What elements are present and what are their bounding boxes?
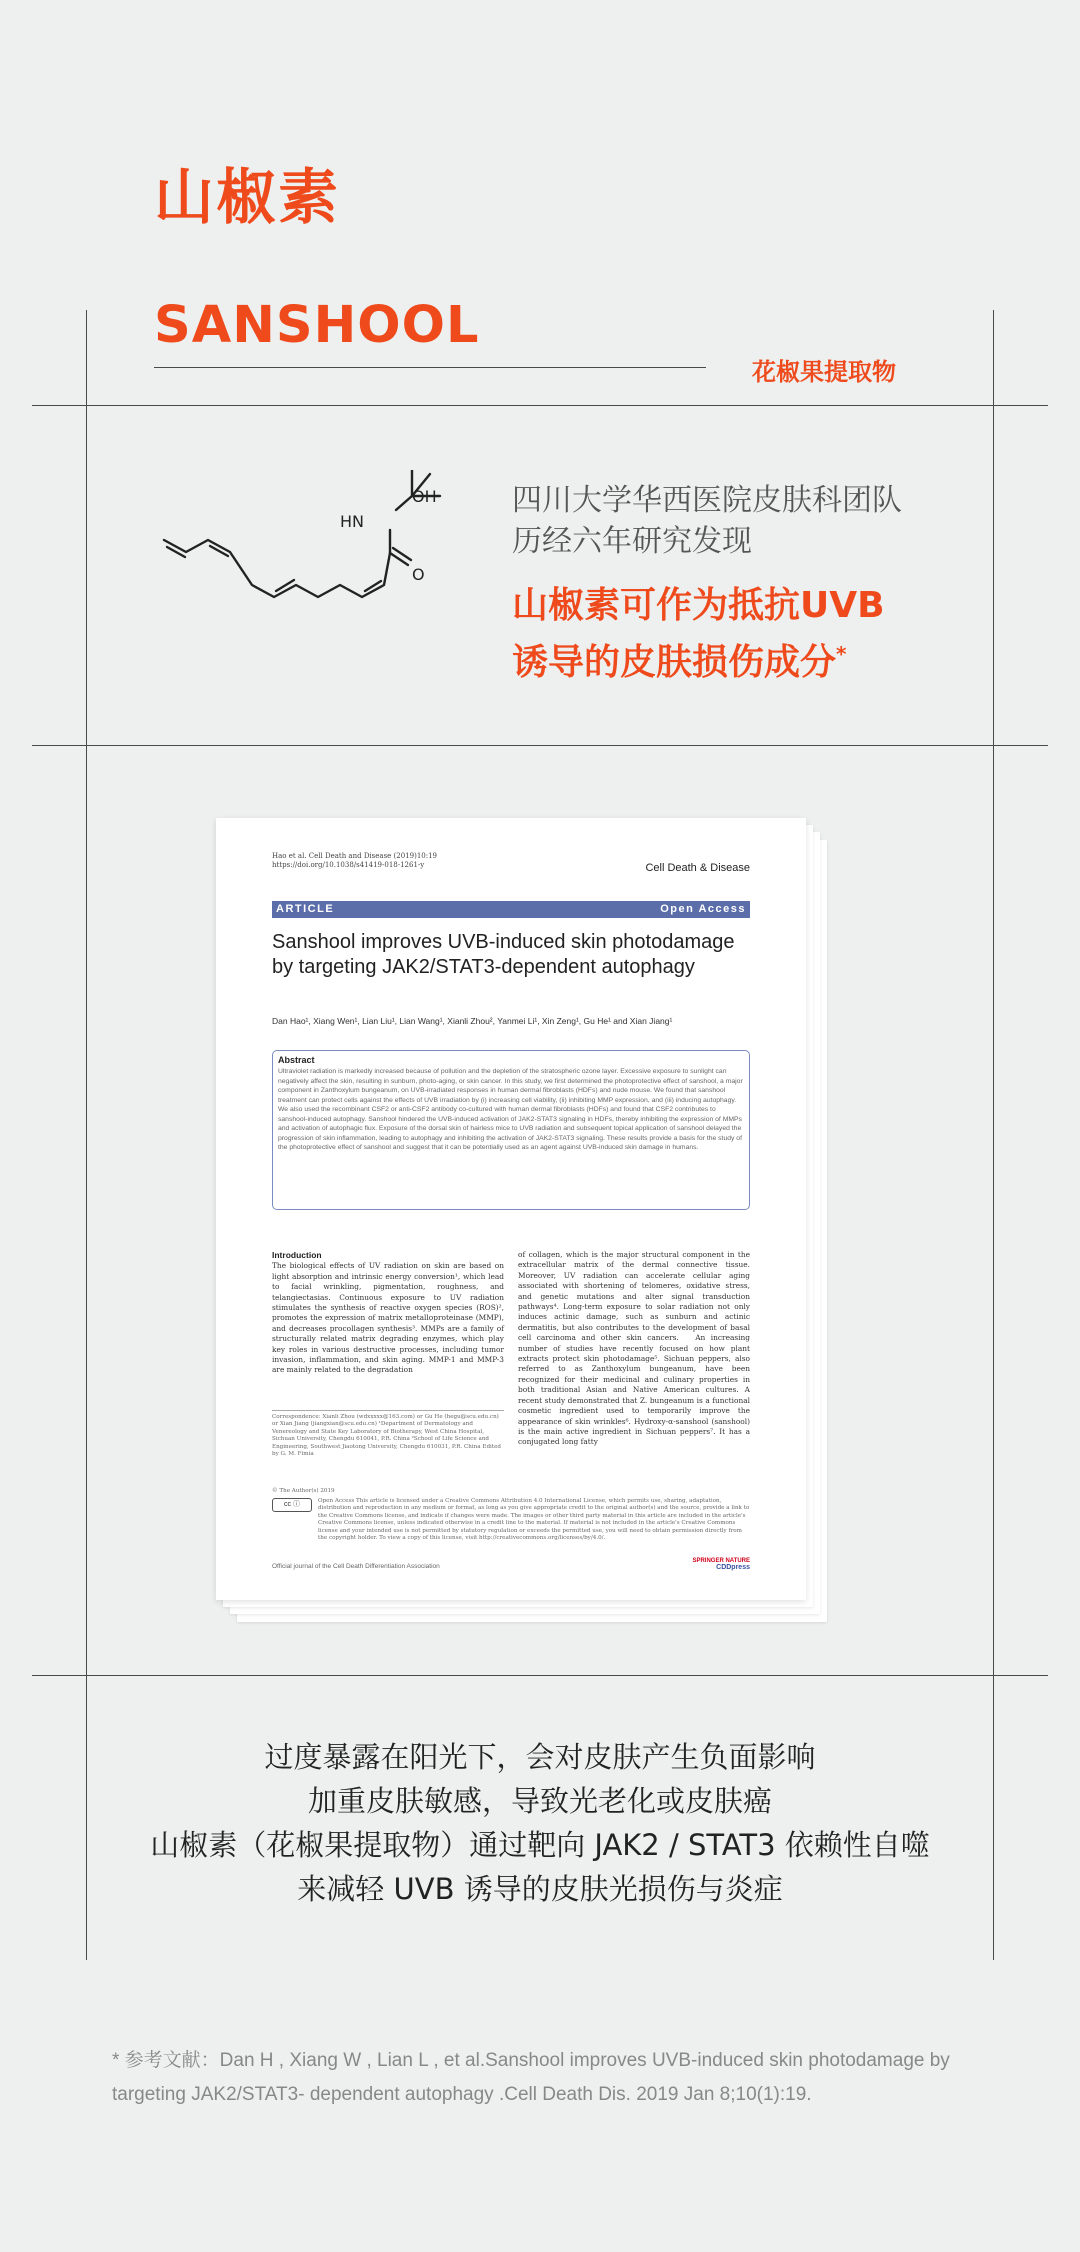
correspondence-note: Correspondence: Xianli Zhou (wdxxxxx@163.com) or Gu He (hegu@scu.edu.cn) or Xian Jiang (jiangxian@scu.edu.cn) ¹Department of Dermatology and Venereology and State Key Laboratory of Biotherapy, West China Hospital, Sichuan University, Chengdu 610041, P.R. China ²School of Life Science and Engineering, Southwest Jiaotong University, Chengdu 610031, P.R. China Edited by G. M. Fimia [272, 1414, 501, 1458]
open-access-license: Open Access This article is licensed under a Creative Commons Attribution 4.0 International License, which permits use, sharing, adaptation, distribution and reproduction in any medium or format, as long as you give appropriate credit to the original author(s) and the source, provide a link to the Creative Commons license, and indicate if changes were made. The images or other third party material in this article are included in the article's Creative Commons license, unless indicated otherwise in a credit line to the material. If material is not included in the article's Creative Commons license and your intended use is not permitted by statutory regulation or exceeds the permitted use, you will need to obtain permission directly from the copyright holder. To view a copy of this license, visit http://creativecommons.org/licenses/by/4.0/. [318, 1498, 750, 1542]
description-line-2: 加重皮肤敏感，导致光老化或皮肤癌 [307, 1784, 772, 1818]
description [0, 1735, 1080, 1911]
paper-column-left [272, 1250, 504, 1376]
abstract-text: Ultraviolet radiation is markedly increased because of pollution and the depletion of the stratospheric ozone layer. Excessive exposure to sunlight can negatively affect the skin, resulting in sunburn, photo-aging, or skin cancer. In this study, we first determined the photoprotective effect of sanshool, a major component in Zanthoxylum bungeanum, on UVB-irradiated responses in human dermal fibroblasts (HDFs) and nude mouse. We found that sanshool treatment can protect cells against the effects of UVB irradiation by (i) increasing cell viability, (ii) inhibiting MMP expression, and (iii) inducing autophagy. We also used the recombinant CSF2 or anti-CSF2 antibody co-cultured with human dermal fibroblasts (HDFs) and found that CSF2 contributes to sanshool-induced autophagy. Sanshool hindered the UVB-induced activation of JAK2-STAT3 signaling in HDFs, thereby inhibiting the expression of MMPs and activation of autophagic flux. Exposure of the dorsal skin of hairless mice to UVB radiation and subsequent topical application of sanshool delayed the progression of skin inflammation, leading to autophagy and inhibiting the activation of JAK2-STAT3 signaling. These results provide a basis for the study of the photoprotective effect of sanshool and suggest that it can be potentially used as an agent against UVB-induced skin damage in humans. [278, 1068, 743, 1151]
description-line-4: 来减轻 UVB 诱导的皮肤光损伤与炎症 [297, 1872, 783, 1906]
footnote-mark: * [836, 642, 847, 666]
headline-line-2: 诱导的皮肤损伤成分* [512, 642, 847, 683]
research-paper [216, 818, 806, 1600]
description-line-3: 山椒素（花椒果提取物）通过靶向 JAK2 / STAT3 依赖性自噬 [150, 1828, 930, 1862]
ingredient-tag: 花椒果提取物 [752, 358, 896, 386]
paper-footer: Official journal of the Cell Death Differentiation Association [272, 1563, 440, 1570]
hydroxyl-label: OH [412, 487, 437, 506]
research-intro [512, 480, 902, 562]
paper-citation: Hao et al. Cell Death and Disease (2019)10:19 [272, 852, 437, 860]
paper-column-right: of collagen, which is the major structural component in the extracellular matrix of the dermal connective tissue. Moreover, UV radiation can accelerate cellular aging associated with shortening of telomeres, oxidative stress, and genetic mutations and alter signal transduction pathways⁴. Long-term exposure to solar radiation not only induces actinic damage, such as sunburn and actinic dermatitis, but also contributes to the development of basal cell carcinoma and other skin cancers. An increasing number of studies have recently focused on how plant extracts protect skin photodamage⁵. Sichuan peppers, also referred to as Zanthoxylum bungeanum, have been recognized for their medicinal and culinary properties in both traditional Asian and Native American cultures. A recent study demonstrated that Z. bungeanum is a functional cosmetic ingredient used to temporarily improve the appearance of skin wrinkles⁶. Hydroxy-α-sanshool (sanshool) is the main active ingredient in Sichuan peppers⁷. It has a conjugated long fatty [518, 1250, 750, 1447]
title-chinese: 山椒素 [154, 163, 340, 233]
creative-commons-icon: cc ⓘ [272, 1498, 312, 1512]
paper-abstract [272, 1050, 750, 1210]
divider-2 [32, 745, 1048, 746]
introduction-text: The biological effects of UV radiation on skin are based on light absorption and intrinsic energy conversion¹, which lead to facial wrinkling, pigmentation, roughness, and telangiectasias. Continuous exposure to UV radiation stimulates the synthesis of reactive oxygen species (ROS)², promotes the expression of matrix metalloproteinase (MMP), and decreases procollagen synthesis³. MMPs are a family of structurally related matrix degrading enzymes, which play key roles in various destructive processes, including tumor invasion, inflammation, and skin aging. MMP-1 and MMP-3 are mainly related to the degradation [272, 1261, 504, 1375]
copyright-note: © The Author(s) 2019 [272, 1488, 335, 1494]
abstract-heading: Abstract [278, 1055, 315, 1065]
paper-journal: Cell Death & Disease [645, 862, 750, 874]
paper-authors: Dan Hao¹, Xiang Wen¹, Lian Liu¹, Lian Wang¹, Xianli Zhou², Yanmei Li¹, Xin Zeng¹, Gu He¹ and Xian Jiang¹ [272, 1016, 673, 1026]
frame-right-line [993, 310, 994, 1960]
reference-note: * 参考文献：Dan H , Xiang W , Lian L , et al.Sanshool improves UVB-induced skin photodamage by targeting JAK2/STAT3- dependent autophagy .Cell Death Dis. 2019 Jan 8;10(1):19. [112, 2050, 950, 2105]
paper-title: Sanshool improves UVB-induced skin photodamage by targeting JAK2/STAT3-dependent autophagy [272, 931, 735, 978]
divider-3 [32, 1675, 1048, 1676]
amine-label: HN [340, 512, 364, 531]
open-access-label: Open Access [660, 903, 746, 915]
publisher-logo: SPRINGER NATURE CDDpress [692, 1558, 750, 1571]
intro-line-2: 历经六年研究发现 [512, 524, 752, 559]
introduction-heading: Introduction [272, 1250, 322, 1260]
intro-line-1: 四川大学华西医院皮肤科团队 [512, 483, 902, 518]
title-english: SANSHOOL [154, 296, 480, 355]
description-line-1: 过度暴露在阳光下，会对皮肤产生负面影响 [264, 1740, 816, 1774]
divider-1 [32, 405, 1048, 406]
oxygen-label: O [412, 565, 425, 584]
article-label: ARTICLE [276, 903, 335, 915]
sanshool-structure-diagram [150, 470, 450, 670]
headline-line-1: 山椒素可作为抵抗UVB [512, 585, 885, 626]
title-underline [154, 367, 706, 368]
paper-article-bar [272, 901, 750, 918]
footnote-separator [272, 1410, 504, 1411]
frame-left-line [86, 310, 87, 1960]
headline [512, 582, 885, 687]
paper-doi: https://doi.org/10.1038/s41419-018-1261-y [272, 861, 425, 869]
